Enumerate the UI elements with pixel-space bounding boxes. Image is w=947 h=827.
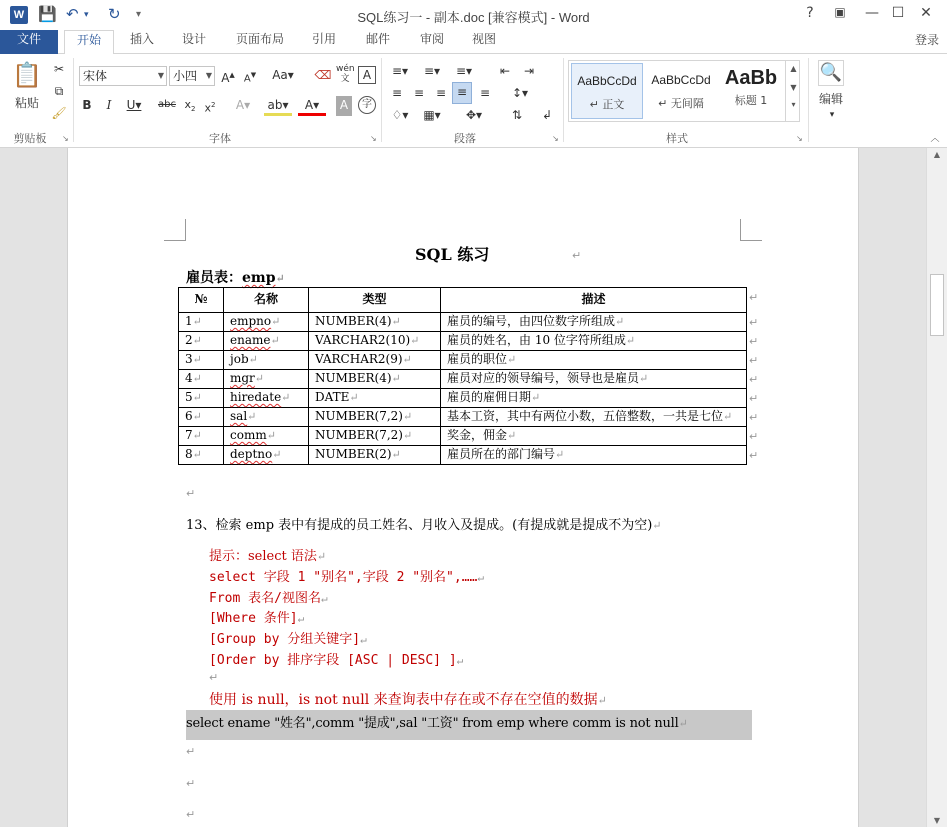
save-icon[interactable]: 💾 [38, 5, 57, 23]
cell-end-mark: ↵ [555, 448, 565, 461]
cell-text: ename [230, 333, 271, 347]
tab-mailings[interactable]: 邮件 [365, 32, 390, 46]
cell-end-mark: ↵ [192, 410, 202, 423]
cell-text: 奖金，佣金 [447, 428, 508, 442]
cell-end-mark: ↵ [192, 391, 202, 404]
cell-end-mark: ↵ [410, 334, 420, 347]
shrink-font-icon[interactable]: A▼ [243, 71, 257, 85]
hint-text: [Order by 排序字段 [ASC | DESC] ] [209, 653, 457, 668]
cell-text: comm [230, 428, 267, 442]
table-label[interactable] [186, 267, 285, 287]
row-end-mark: ↵ [749, 372, 759, 386]
ribbon-tabs [0, 30, 947, 54]
cell-text: 3 [185, 352, 193, 366]
table-label-text: 雇员表： [186, 270, 242, 286]
table-row [179, 332, 747, 351]
align-center-icon[interactable]: ≡ [413, 86, 425, 100]
table-row [179, 370, 747, 389]
hint-line[interactable] [209, 628, 367, 647]
table-row [179, 389, 747, 408]
tab-view[interactable]: 视图 [471, 32, 496, 46]
table-cell [179, 389, 224, 408]
paragraph-mark: ↵ [186, 487, 196, 500]
cell-text: empno [230, 314, 272, 328]
table-row [179, 446, 747, 465]
table-cell [309, 332, 441, 351]
close-icon[interactable]: ✕ [920, 5, 932, 21]
document-title[interactable] [415, 242, 489, 265]
cell-text: NUMBER(7,2) [315, 409, 403, 423]
distributed-icon[interactable]: ≡ [479, 86, 491, 100]
hint-text: From 表名/视图名 [209, 591, 321, 606]
row-end-mark: ↵ [749, 429, 759, 443]
cell-end-mark: ↵ [192, 334, 202, 347]
sql-answer[interactable] [186, 710, 752, 740]
shading-icon[interactable]: ♢▾ [391, 108, 409, 122]
row-end-mark: ↵ [749, 315, 759, 329]
cell-end-mark: ↵ [281, 391, 291, 404]
paragraph-mark: ↵ [209, 671, 219, 684]
paragraph-mark: ↵ [186, 777, 196, 790]
copy-icon[interactable]: ⧉ [54, 84, 64, 98]
paste-button[interactable]: 粘贴 [14, 96, 39, 110]
table-cell [224, 351, 309, 370]
row-end-mark: ↵ [749, 353, 759, 367]
find-icon[interactable]: 🔍 [818, 60, 844, 86]
table-name: emp [242, 270, 276, 286]
strikethrough-icon[interactable]: abc [158, 99, 176, 110]
style-name: ↵ 正文 [589, 98, 625, 111]
style-name: 标题 1 [734, 94, 768, 107]
paragraph-launcher-icon[interactable]: ↘ [552, 134, 559, 143]
cell-end-mark: ↵ [271, 315, 281, 328]
sort-icon[interactable]: ⇅ [511, 108, 523, 122]
table-cell [179, 370, 224, 389]
cut-icon[interactable]: ✂ [53, 62, 65, 76]
styles-group-label: 样式 [666, 132, 688, 145]
font-name-select[interactable] [79, 66, 167, 86]
cell-end-mark: ↵ [723, 410, 733, 423]
paragraph-group-label: 段落 [454, 132, 476, 145]
table-row [179, 408, 747, 427]
header-cell: № [179, 288, 224, 313]
customize-qat-icon[interactable]: ▾ [136, 9, 142, 20]
style-preview: AaBb [724, 67, 778, 89]
table-row [179, 351, 747, 370]
character-border-icon[interactable]: A [358, 66, 376, 84]
font-size-value: 小四 [173, 69, 198, 83]
cell-text: DATE [315, 390, 350, 404]
table-header-row [179, 288, 747, 313]
table-cell [179, 408, 224, 427]
row-end-mark: ↵ [749, 448, 759, 462]
table-body [179, 313, 747, 465]
paragraph-mark: ↵ [456, 654, 464, 667]
undo-icon[interactable]: ↶ [66, 5, 79, 23]
chevron-down-icon: ▼ [205, 71, 212, 80]
cell-end-mark: ↵ [266, 429, 276, 442]
tab-references[interactable]: 引用 [311, 32, 336, 46]
cell-text: sal [230, 409, 248, 423]
table-cell [179, 427, 224, 446]
header-cell: 名称 [224, 288, 309, 313]
style-normal[interactable] [571, 63, 643, 119]
row-end-mark: ↵ [749, 410, 759, 424]
cell-end-mark: ↵ [615, 315, 625, 328]
cell-end-mark: ↵ [402, 353, 412, 366]
bold-icon[interactable]: B [82, 98, 92, 112]
paste-icon[interactable]: 📋 [12, 61, 42, 89]
phonetic-guide-label: wén [336, 64, 355, 74]
cell-end-mark: ↵ [270, 334, 280, 347]
justify-icon[interactable]: ≡ [452, 82, 472, 104]
word-logo-icon: W [10, 6, 28, 24]
hint-line[interactable] [209, 566, 484, 585]
table-cell [179, 446, 224, 465]
cell-text: 8 [185, 447, 193, 461]
show-marks-icon[interactable]: ↲ [541, 108, 553, 122]
cell-text: 5 [185, 390, 193, 404]
header-cell: 描述 [441, 288, 747, 313]
separator [563, 58, 564, 142]
row-end-mark: ↵ [749, 290, 759, 304]
clipboard-group-label: 剪贴板 [13, 132, 47, 145]
cell-text: VARCHAR2(9) [315, 352, 403, 366]
window-title: SQL练习一 - 副本.doc [兼容模式] - Word [357, 10, 590, 25]
align-left-icon[interactable]: ≡ [391, 86, 403, 100]
style-preview: AaBbCcDd [577, 74, 637, 88]
cell-text: NUMBER(4) [315, 314, 392, 328]
undo-dropdown-icon[interactable]: ▾ [84, 10, 89, 20]
gallery-scroll[interactable] [785, 60, 801, 122]
clipboard-launcher-icon[interactable]: ↘ [62, 134, 69, 143]
font-name-value: 宋体 [83, 69, 108, 83]
phonetic-guide-icon[interactable]: wén 文 [336, 64, 355, 84]
cell-text: 1 [185, 314, 193, 328]
row-end-mark: ↵ [749, 334, 759, 348]
paragraph-mark: ↵ [597, 694, 607, 707]
enclose-characters-icon[interactable]: 字 [358, 96, 376, 114]
grow-font-icon[interactable]: A▲ [221, 71, 235, 85]
table-row [179, 313, 747, 332]
styles-launcher-icon[interactable]: ↘ [796, 134, 803, 143]
cell-end-mark: ↵ [531, 391, 541, 404]
cell-end-mark: ↵ [247, 410, 257, 423]
null-note[interactable] [209, 689, 607, 709]
ribbon-display-icon[interactable]: ▣ [834, 5, 846, 19]
cell-end-mark: ↵ [391, 448, 401, 461]
cell-text: NUMBER(7,2) [315, 428, 403, 442]
multilevel-list-icon[interactable]: ≡▾ [455, 64, 473, 78]
document-title-text: SQL 练习 [415, 245, 490, 264]
tab-insert[interactable]: 插入 [129, 32, 154, 46]
collapse-ribbon-icon[interactable]: ︿ [930, 134, 940, 144]
cell-text: NUMBER(4) [315, 371, 392, 385]
paragraph-mark: ↵ [572, 249, 582, 262]
cell-end-mark: ↵ [272, 448, 282, 461]
cell-text: hiredate [230, 390, 282, 404]
cell-text: 雇员对应的领导编号，领导也是雇员 [447, 371, 640, 385]
crop-mark [740, 219, 762, 241]
separator [808, 58, 809, 142]
scroll-up-icon[interactable]: ▲ [933, 150, 941, 159]
increase-indent-icon[interactable]: ⇥ [523, 64, 535, 78]
style-name: ↵ 无间隔 [658, 97, 704, 110]
cell-text: 2 [185, 333, 193, 347]
paragraph-mark: ↵ [678, 717, 688, 730]
hint-line[interactable] [209, 607, 304, 626]
cell-end-mark: ↵ [625, 334, 636, 347]
question-text[interactable] [186, 514, 662, 533]
paragraph-mark: ↵ [275, 272, 285, 285]
cell-text: job [230, 352, 249, 366]
align-right-icon[interactable]: ≡ [435, 86, 447, 100]
cell-end-mark: ↵ [402, 429, 413, 442]
font-color-icon[interactable]: A▾ [298, 96, 326, 116]
character-shading-icon[interactable]: A [336, 96, 352, 116]
help-button[interactable]: ? [806, 5, 814, 21]
table-cell [224, 332, 309, 351]
table-cell [309, 408, 441, 427]
table-cell [224, 389, 309, 408]
table-cell [441, 446, 747, 465]
style-preview: AaBbCcDd [651, 73, 711, 87]
cell-text: 7 [185, 428, 193, 442]
title-bar [0, 0, 947, 30]
paragraph-mark: ↵ [360, 633, 367, 646]
chevron-down-icon: ▼ [157, 71, 164, 80]
tab-review[interactable]: 审阅 [419, 32, 444, 46]
table-cell [309, 427, 441, 446]
null-note-text: 使用 is null，is not null 来查询表中存在或不存在空值的数据 [209, 692, 598, 708]
paragraph-mark: ↵ [186, 745, 196, 758]
sql-answer-text: select ename "姓名",comm "提成",sal "工资" from emp where comm is not null [186, 716, 679, 731]
font-size-select[interactable] [169, 66, 215, 86]
cell-text: 4 [185, 371, 193, 385]
cell-end-mark: ↵ [507, 353, 517, 366]
cell-text: 雇员的姓名，由 10 位字符所组成 [447, 333, 626, 347]
numbering-icon[interactable]: ≡▾ [423, 64, 441, 78]
style-heading-1[interactable] [719, 63, 783, 119]
cell-end-mark: ↵ [507, 429, 517, 442]
table-cell [224, 427, 309, 446]
table-cell [179, 332, 224, 351]
table-cell [224, 446, 309, 465]
cell-end-mark: ↵ [192, 372, 202, 385]
table-cell [309, 389, 441, 408]
editing-button[interactable]: 编辑 [818, 92, 843, 106]
cell-text: deptno [230, 447, 273, 461]
chevron-down-icon[interactable]: ▾ [829, 110, 835, 120]
borders-icon[interactable]: ▦▾ [423, 108, 441, 122]
table-cell [441, 332, 747, 351]
text-effects-icon[interactable]: A▾ [235, 98, 251, 112]
cell-end-mark: ↵ [391, 315, 401, 328]
cell-text: NUMBER(2) [315, 447, 392, 461]
table-cell [441, 408, 747, 427]
paragraph-mark: ↵ [652, 519, 662, 532]
hint-text: select 字段 1 "别名",字段 2 "别名",…… [209, 570, 478, 585]
emp-table[interactable] [178, 287, 747, 465]
chevron-up-icon[interactable]: ▲ [790, 64, 797, 73]
question-label: 13、检索 emp 表中有提成的员工姓名、月收入及提成。(有提成就是提成不为空) [186, 518, 653, 533]
maximize-icon[interactable]: ☐ [891, 5, 905, 21]
cell-end-mark: ↵ [349, 391, 359, 404]
chinese-layout-icon[interactable]: ✥▾ [465, 108, 483, 122]
separator [381, 58, 382, 142]
table-cell [441, 313, 747, 332]
tab-design[interactable]: 设计 [181, 32, 206, 46]
cell-text: 基本工资，其中有两位小数，五倍整数，一共是七位 [447, 409, 724, 423]
minimize-icon[interactable]: — [865, 5, 879, 21]
cell-text: 雇员的雇佣日期 [447, 390, 532, 404]
cell-end-mark: ↵ [254, 372, 265, 385]
format-painter-icon[interactable]: 🖌 [51, 106, 67, 120]
table-cell [224, 313, 309, 332]
cell-end-mark: ↵ [192, 315, 202, 328]
table-cell [309, 446, 441, 465]
tab-page-layout[interactable]: 页面布局 [235, 32, 284, 46]
cell-text: 雇员的职位 [447, 352, 508, 366]
scroll-thumb[interactable] [930, 274, 944, 336]
more-icon[interactable]: ▾ [791, 100, 796, 109]
cell-text: mgr [230, 371, 255, 385]
cell-text: 雇员所在的部门编号 [447, 447, 556, 461]
redo-icon[interactable]: ↻ [108, 5, 121, 23]
scroll-down-icon[interactable]: ▼ [933, 816, 941, 825]
superscript-icon[interactable]: $x^2$ [204, 101, 216, 115]
underline-icon[interactable]: U▾ [126, 98, 142, 112]
table-cell [309, 313, 441, 332]
table-cell [309, 370, 441, 389]
cell-end-mark: ↵ [192, 448, 202, 461]
table-cell [224, 370, 309, 389]
table-cell [179, 313, 224, 332]
hint-line[interactable] [209, 587, 328, 606]
table-cell [224, 408, 309, 427]
style-no-spacing[interactable] [645, 63, 717, 119]
vertical-scrollbar[interactable] [926, 148, 947, 827]
paragraph-mark: ↵ [316, 550, 327, 563]
row-end-mark: ↵ [749, 391, 759, 405]
table-row [179, 427, 747, 446]
cell-text: VARCHAR2(10) [315, 333, 411, 347]
bullets-icon[interactable]: ≡▾ [391, 64, 409, 78]
highlight-color-icon[interactable]: ab▾ [264, 96, 292, 116]
hint-text: [Where 条件] [209, 611, 298, 626]
paragraph-mark: ↵ [297, 612, 305, 625]
separator [73, 58, 74, 142]
cell-end-mark: ↵ [192, 429, 202, 442]
login-link[interactable]: 登录 [914, 33, 939, 47]
hint-line[interactable] [209, 545, 326, 564]
hint-text: [Group by 分组关键字] [209, 632, 361, 647]
decrease-indent-icon[interactable]: ⇤ [499, 64, 511, 78]
tab-home[interactable]: 开始 [64, 30, 114, 55]
ribbon [0, 54, 947, 148]
table-cell [441, 427, 747, 446]
cell-text: 雇员的编号，由四位数字所组成 [447, 314, 616, 328]
font-group-label: 字体 [209, 132, 231, 145]
table-cell [441, 370, 747, 389]
cell-end-mark: ↵ [192, 353, 202, 366]
cell-end-mark: ↵ [391, 372, 401, 385]
cell-text: 6 [185, 409, 193, 423]
table-cell [179, 351, 224, 370]
table-cell [441, 389, 747, 408]
table-cell [441, 351, 747, 370]
paragraph-mark: ↵ [320, 592, 328, 605]
line-spacing-icon[interactable]: ↕▾ [511, 86, 529, 100]
styles-gallery [568, 60, 800, 122]
hint-line[interactable] [209, 649, 463, 668]
subscript-icon[interactable]: $x_2$ [184, 98, 196, 114]
paragraph-mark: ↵ [186, 808, 196, 821]
paragraph-mark: ↵ [477, 571, 484, 584]
chevron-down-icon[interactable]: ▼ [790, 83, 797, 92]
tab-file[interactable]: 文件 [0, 30, 58, 54]
hint-text: 提示：select 语法 [209, 549, 317, 564]
clear-formatting-icon[interactable]: ⌫ [314, 68, 332, 82]
header-cell: 类型 [309, 288, 441, 313]
table-cell [309, 351, 441, 370]
cell-end-mark: ↵ [402, 410, 413, 423]
font-launcher-icon[interactable]: ↘ [370, 134, 377, 143]
cell-end-mark: ↵ [639, 372, 649, 385]
cell-end-mark: ↵ [248, 353, 258, 366]
crop-mark [164, 219, 186, 241]
change-case-icon[interactable]: Aa▾ [272, 68, 294, 82]
italic-icon[interactable]: I [106, 98, 112, 112]
